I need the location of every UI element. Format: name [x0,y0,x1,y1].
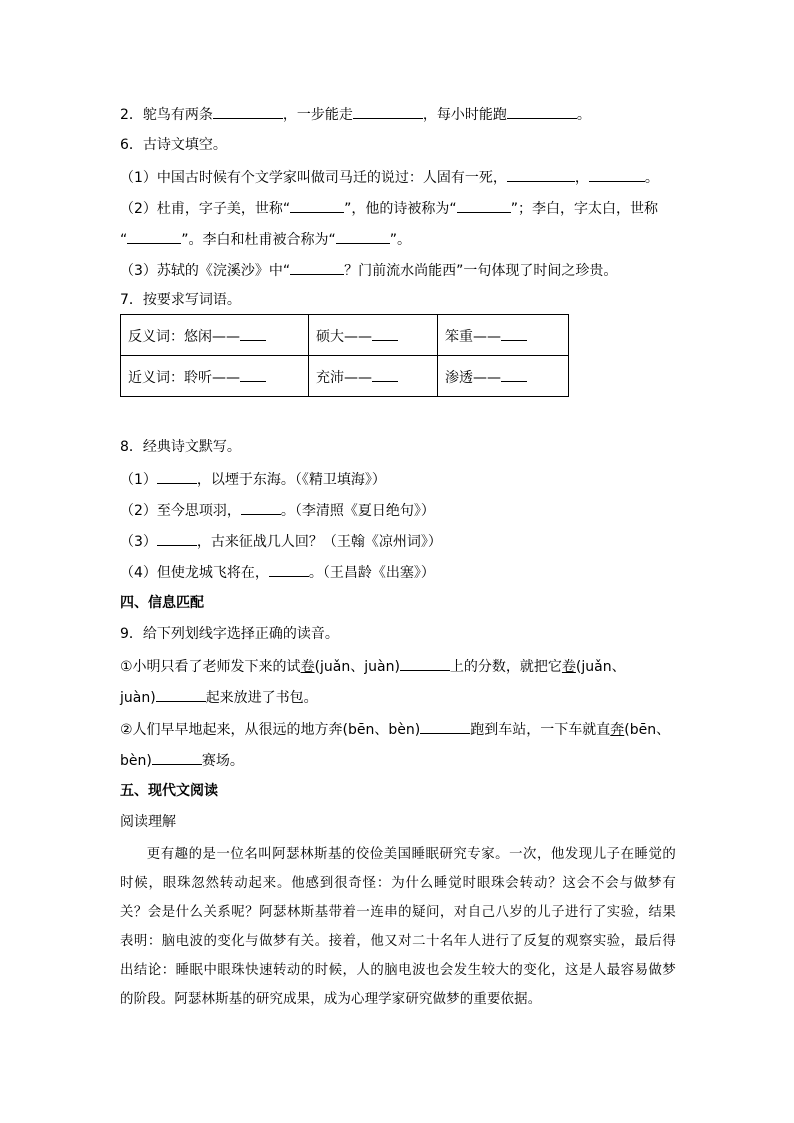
answer-blank[interactable] [213,103,283,119]
q9-l3-text-a: ②人们早早地起来，从很远的地方奔(bēn、bèn) [120,722,421,738]
table-cell [438,315,569,356]
q6-s1-text-b: ， [574,170,589,186]
answer-blank[interactable] [241,499,281,515]
question-8-item-4 [120,561,435,583]
question-2 [120,103,591,125]
answer-blank[interactable] [157,530,197,546]
cell-text: 硕大—— [316,328,372,345]
answer-blank[interactable] [290,197,344,213]
answer-blank[interactable] [457,197,511,213]
q8-s3-text-a: （3） [120,534,157,550]
question-6-item-2 [120,197,658,219]
cell-text: 渗透—— [445,369,501,386]
question-8-item-1 [120,468,386,490]
cell-text: 充沛—— [316,369,372,386]
question-8-title: 8．经典诗文默写。 [120,439,241,455]
q6-s2b-text-c: ”。 [389,232,412,248]
question-8-item-3 [120,530,442,552]
table-cell [121,315,309,356]
q9-l2-text-b: 起来放进了书包。 [205,690,318,706]
q8-s4-text-b: 。（王昌龄《出塞》） [308,565,435,581]
pinyin-options: juàn) [120,690,156,706]
answer-blank[interactable] [372,366,398,382]
question-6-title: 6．古诗文填空。 [120,137,227,153]
question-9-line-3 [120,718,670,740]
question-7-title: 7．按要求写词语。 [120,292,241,308]
question-8-item-2 [120,499,435,521]
q8-s4-text-a: （4）但使龙城飞将在， [120,565,269,581]
answer-blank[interactable] [152,749,202,765]
answer-blank[interactable] [589,166,645,182]
underlined-char: 奔 [610,722,625,738]
section-heading-5: 五、现代文阅读 [120,783,218,799]
q9-l3-text-b: 跑到车站，一下车就直 [470,722,611,738]
answer-blank[interactable] [372,325,398,341]
q6-s3-text-a: （3）苏轼的《浣溪沙》中“ [120,263,291,279]
q6-s3-text-b: ？门前流水尚能西”一句体现了时间之珍贵。 [344,263,618,279]
answer-blank[interactable] [501,366,527,382]
q9-l1-text-c: 上的分数，就把它 [449,659,562,675]
q8-s1-text-b: ，以堙于东海。（《精卫填海》） [196,472,386,488]
question-9-line-2 [120,686,318,708]
answer-blank[interactable] [240,325,266,341]
q8-s1-text-a: （1） [120,472,157,488]
answer-blank[interactable] [157,468,197,484]
cell-text: 反义词：悠闲—— [128,328,240,345]
q6-s2-text-b: ”，他的诗被称为“ [344,201,457,217]
reading-label: 阅读理解 [120,814,176,830]
q2-text-a: 2．鸵鸟有两条 [120,107,213,123]
answer-blank[interactable] [269,561,309,577]
cell-text: 近义词：聆听—— [128,369,240,386]
pinyin-options: (juǎn、juàn) [314,659,400,675]
answer-blank[interactable] [290,259,344,275]
answer-blank[interactable] [501,325,527,341]
answer-blank[interactable] [240,366,266,382]
table-row [121,315,569,356]
cell-text: 笨重—— [445,328,501,345]
table-cell [121,356,309,397]
answer-blank[interactable] [353,103,423,119]
q8-s2-text-a: （2）至今思项羽， [120,503,241,519]
q6-s1-text-c: 。 [644,170,659,186]
answer-blank[interactable] [400,655,450,671]
q6-s1-text-a: （1）中国古时候有个文学家叫做司马迁的说过：人固有一死， [120,170,507,186]
q2-text-c: ，每小时能跑 [422,107,507,123]
table-cell [438,356,569,397]
q2-text-d: 。 [576,107,591,123]
question-9-line-4 [120,749,244,771]
answer-blank[interactable] [336,228,390,244]
q2-text-b: ，一步能走 [282,107,353,123]
answer-blank[interactable] [507,166,575,182]
question-6-item-1 [120,166,659,188]
section-heading-4: 四、信息匹配 [120,595,204,611]
pinyin-options: bèn) [120,753,152,769]
question-6-item-3 [120,259,617,281]
vocab-table [120,314,569,397]
answer-blank[interactable] [156,686,206,702]
table-cell [309,315,438,356]
q9-l4-text-b: 赛场。 [201,753,244,769]
answer-blank[interactable] [507,103,577,119]
question-9-title: 9．给下列划线字选择正确的读音。 [120,626,339,642]
q8-s2-text-b: 。（李清照《夏日绝句》） [280,503,435,519]
answer-blank[interactable] [420,718,470,734]
reading-paragraph: 更有趣的是一位名叫阿瑟林斯基的佼俭美国睡眠研究专家。一次，他发现儿子在睡觉的时候，眼珠忽然转动起来。他感到很奇怪：为什么睡觉时眼珠会转动？这会不会与做梦有关？会是什么关系呢？阿瑟林斯基带着一连串的疑问，对自己八岁的儿子进行了实验，结果表明：脑电波的变化与做梦有关。接着，他又对二十名年人进行了反复的观察实验，最后得出结论：睡眠中眼珠快速转动的时候，人的脑电波也会发生较大的变化，这是人最容易做梦的阶段。阿瑟林斯基的研究成果，成为心理学家研究做梦的重要依据。 [120,847,676,1007]
q6-s2b-text-b: ”。李白和杜甫被合称为“ [181,232,336,248]
q6-s2-text-c: ”；李白，字太白，世称 [510,201,658,217]
pinyin-options: (bēn、 [624,722,671,738]
underlined-char: 卷 [300,659,315,675]
answer-blank[interactable] [127,228,181,244]
table-row [121,356,569,397]
table-cell [309,356,438,397]
question-9-line-1 [120,655,626,677]
q8-s3-text-b: ，古来征战几人回？（王翰《凉州词》） [196,534,442,550]
q9-l1-text-a: ①小明只看了老师发下来的试 [120,659,301,675]
question-6-item-2-cont [120,228,411,250]
q6-s2-text-a: （2）杜甫，字子美，世称“ [120,201,291,217]
q6-s2b-text-a: “ [120,232,128,248]
underlined-char: 卷 [561,659,576,675]
reading-passage [120,840,676,1014]
pinyin-options: (juǎn、 [575,659,626,675]
